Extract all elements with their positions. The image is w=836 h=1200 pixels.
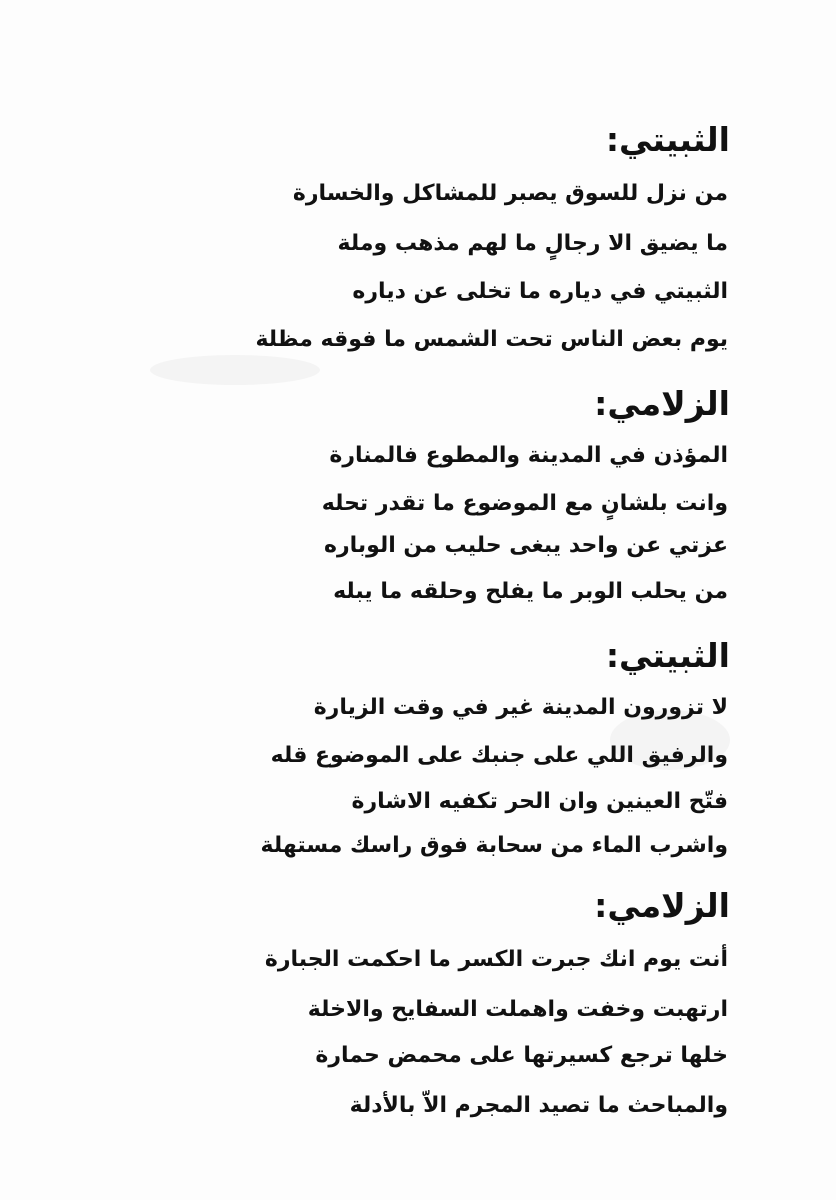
verse-line: خلها ترجع كسيرتها على محمض حمارة bbox=[315, 1043, 728, 1068]
speaker-heading: الزلامي: bbox=[594, 886, 730, 925]
verse-line: وانت بلشانٍ مع الموضوع ما تقدر تحله bbox=[321, 491, 728, 516]
verse-line: فتّح العينين وان الحر تكفيه الاشارة bbox=[351, 789, 728, 814]
verse-line: لا تزورون المدينة غير في وقت الزيارة bbox=[313, 695, 728, 720]
verse-line: الثبيتي في دياره ما تخلى عن دياره bbox=[352, 279, 728, 304]
verse-line: من نزل للسوق يصبر للمشاكل والخسارة bbox=[292, 181, 728, 206]
verse-line: ارتهبت وخفت واهملت السفايح والاخلة bbox=[307, 997, 728, 1022]
verse-line: المؤذن في المدينة والمطوع فالمنارة bbox=[329, 443, 728, 468]
verse-line: والرفيق اللي على جنبك على الموضوع قله bbox=[270, 743, 728, 768]
speaker-heading: الزلامي: bbox=[594, 384, 730, 423]
verse-line: يوم بعض الناس تحت الشمس ما فوقه مظلة bbox=[255, 327, 728, 352]
verse-line: عزتي عن واحد يبغى حليب من الوباره bbox=[323, 533, 728, 558]
verse-line: واشرب الماء من سحابة فوق راسك مستهلة bbox=[260, 833, 728, 858]
verse-line: ما يضيق الا رجالٍ ما لهم مذهب وملة bbox=[337, 231, 728, 256]
speaker-heading: الثبيتي: bbox=[605, 636, 730, 675]
verse-line: أنت يوم انك جبرت الكسر ما احكمت الجبارة bbox=[264, 947, 728, 972]
scan-smudge bbox=[150, 355, 320, 385]
verse-line: من يحلب الوبر ما يفلح وحلقه ما يبله bbox=[333, 579, 728, 604]
speaker-heading: الثبيتي: bbox=[605, 120, 730, 159]
verse-line: والمباحث ما تصيد المجرم الاّ بالأدلة bbox=[349, 1093, 728, 1118]
